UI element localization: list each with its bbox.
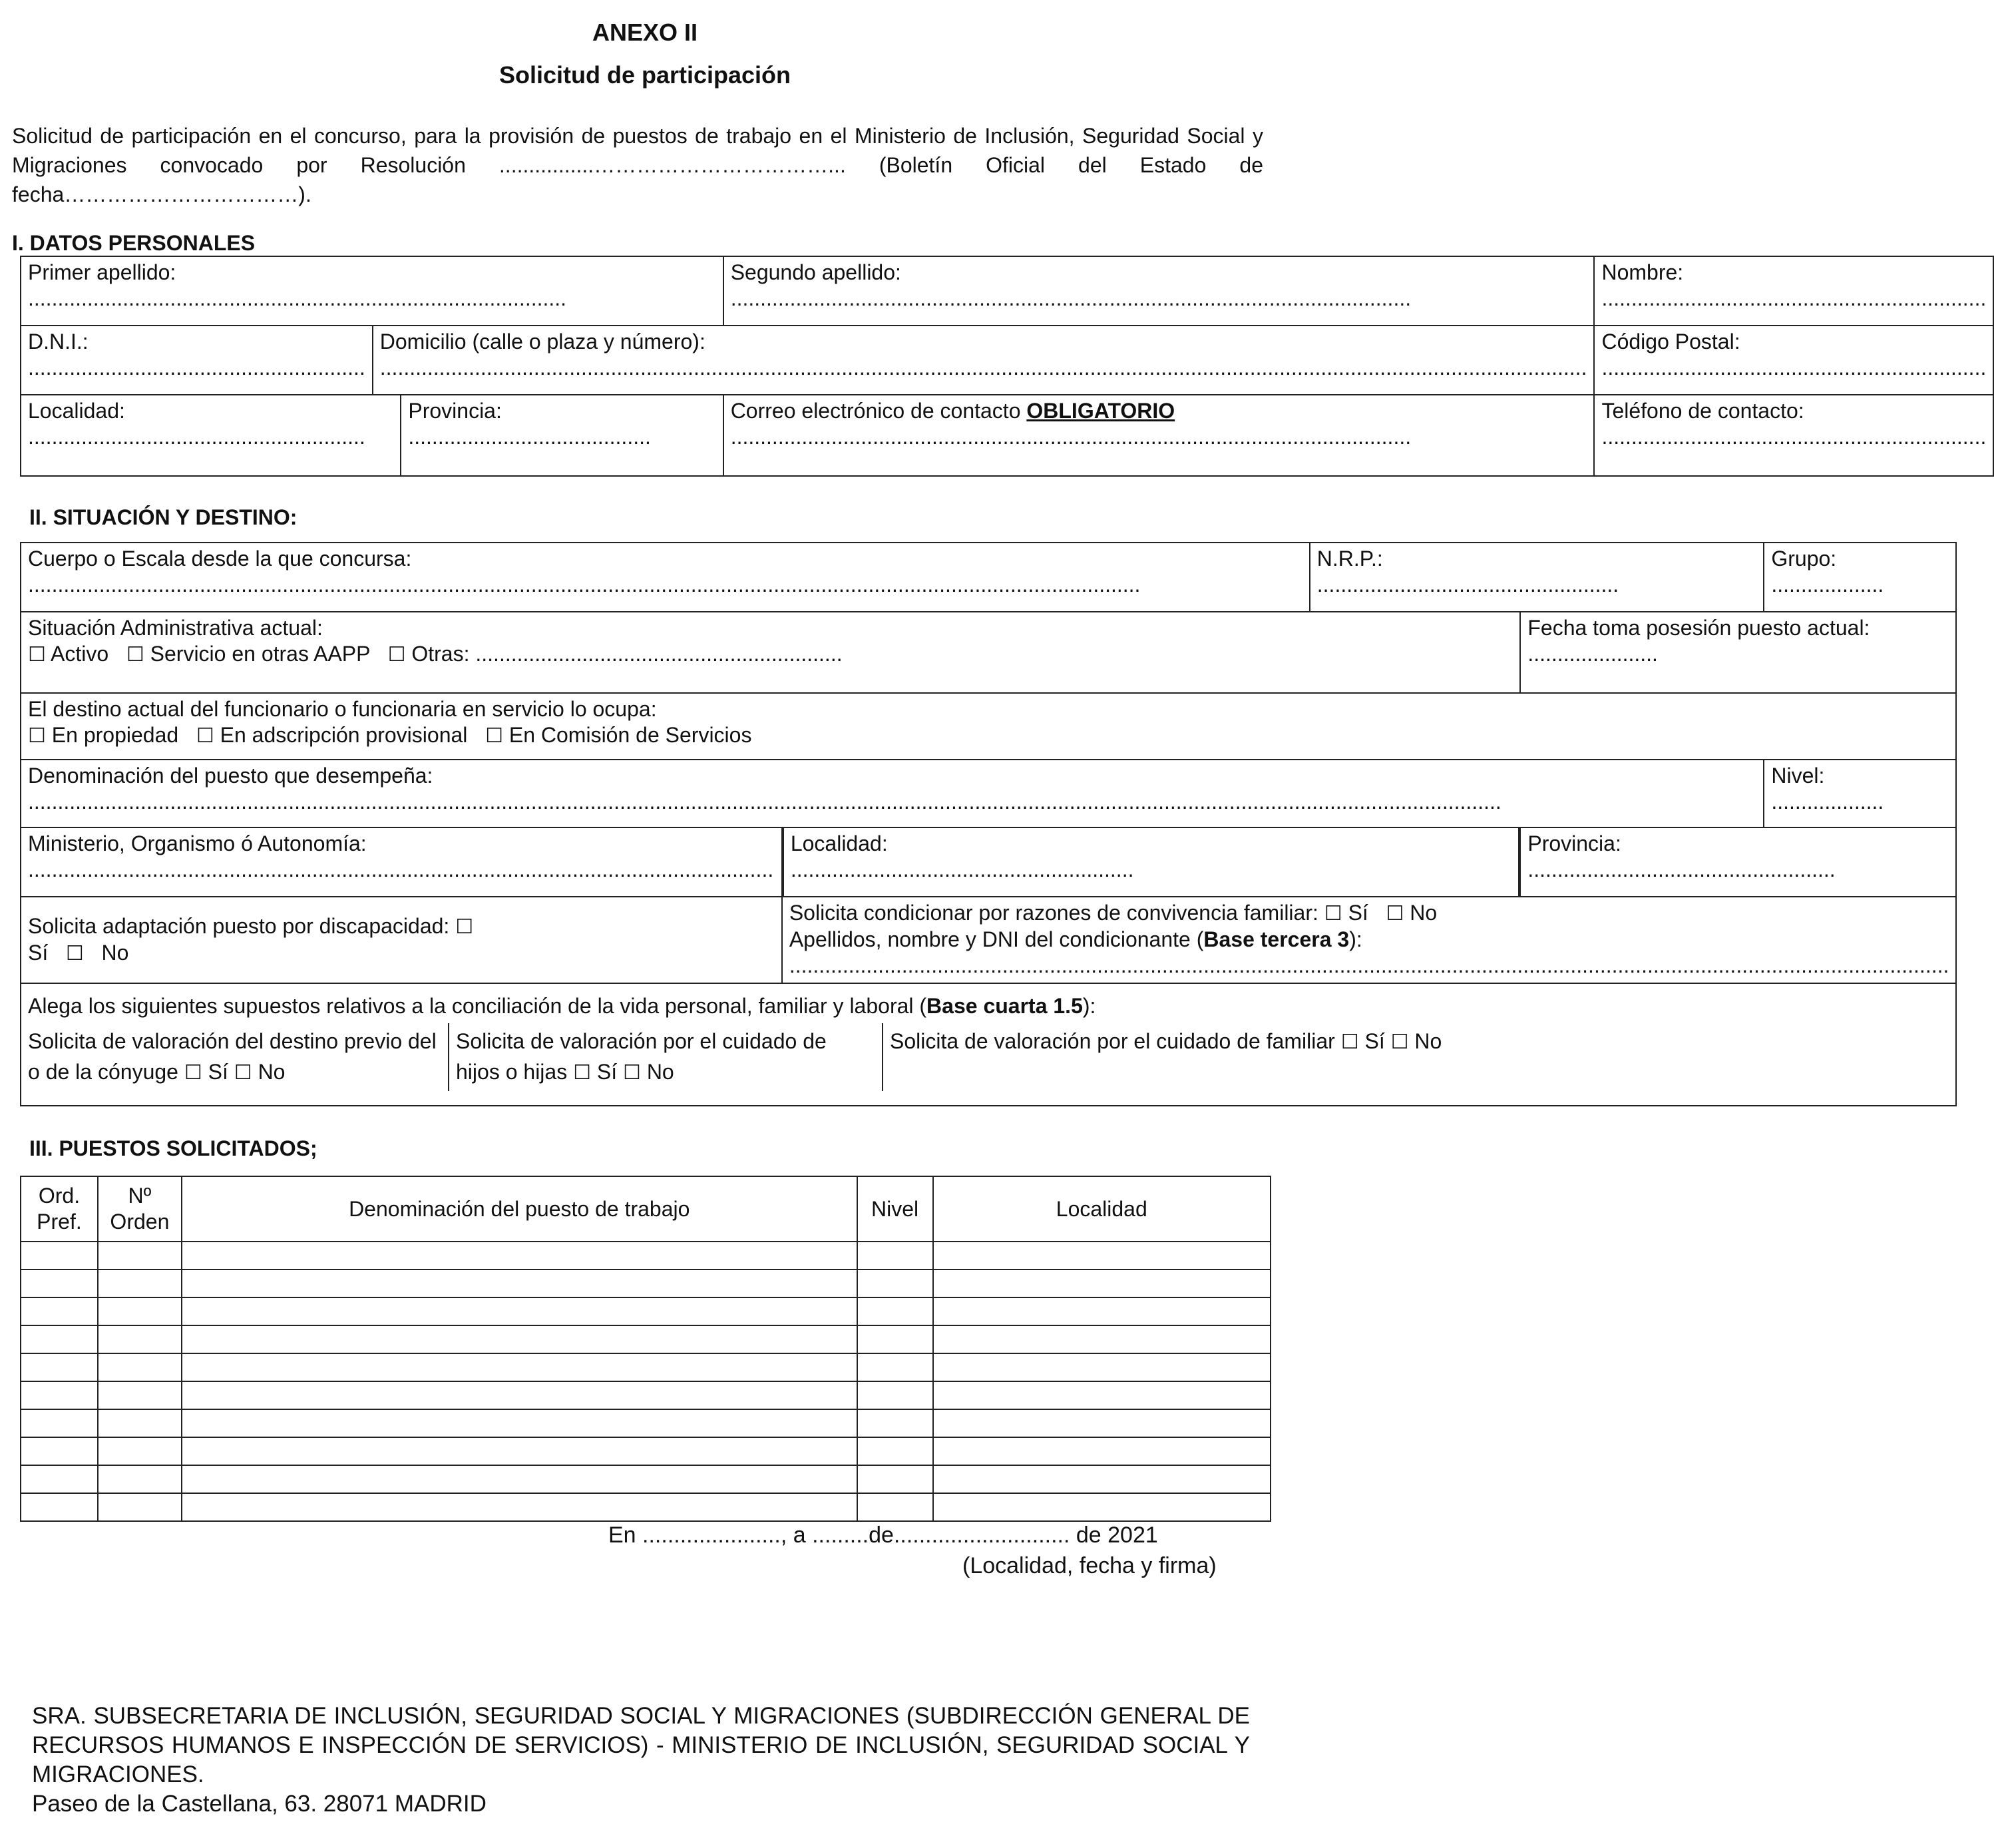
propiedad-checkbox[interactable]: ☐ — [28, 724, 46, 748]
valoracion-familiar-field — [883, 1023, 1955, 1091]
alega-label: Alega los siguientes supuestos relativos a la conciliación de la vida personal, familiar y laboral ( — [28, 994, 927, 1018]
cell[interactable] — [857, 1297, 933, 1325]
conyuge-si-checkbox[interactable]: ☐ — [184, 1061, 202, 1084]
hijos-no-label: No — [646, 1060, 674, 1084]
cell[interactable] — [98, 1242, 182, 1270]
cell[interactable] — [857, 1381, 933, 1409]
ministerio-field[interactable]: Ministerio, Organismo ó Autonomía: .............................................................................................................................. — [21, 827, 782, 897]
grupo-field[interactable]: Grupo: ................... — [1764, 543, 1956, 612]
dni-label: D.N.I.: — [28, 330, 89, 353]
firma-nota: (Localidad, fecha y firma) — [962, 1553, 1217, 1578]
cell[interactable] — [98, 1353, 182, 1381]
destinatario-texto: SRA. SUBSECRETARIA DE INCLUSIÓN, SEGURIDAD SOCIAL Y MIGRACIONES (SUBDIRECCIÓN GENERAL DE RECURSOS HUMANOS E INSPECCIÓN DE SERVICIOS) - MINISTERIO DE INCLUSIÓN, SEGURIDAD SOCIAL Y MIGRACIONES. — [32, 1703, 1250, 1787]
table-row — [21, 1381, 1271, 1409]
nivel-field[interactable]: Nivel: ................... — [1764, 760, 1956, 827]
destinatario-direccion: Paseo de la Castellana, 63. 28071 MADRID — [32, 1791, 487, 1817]
cell[interactable] — [933, 1270, 1271, 1297]
table-row — [21, 1409, 1271, 1437]
base-cuarta-label: Base cuarta 1.5 — [926, 994, 1083, 1018]
hijos-no-checkbox[interactable]: ☐ — [623, 1061, 641, 1084]
familiar-si-label: Sí — [1364, 1029, 1385, 1053]
nombre-field[interactable]: Nombre: ................................................................. — [1594, 256, 1993, 326]
nivel-label: Nivel: — [1771, 764, 1825, 788]
segundo-apellido-label: Segundo apellido: — [730, 260, 901, 284]
cell[interactable] — [933, 1242, 1271, 1270]
domicilio-field[interactable]: Domicilio (calle o plaza y número): ............................................................................................................................................................................................................ — [373, 326, 1595, 395]
cell[interactable] — [933, 1437, 1271, 1465]
cell[interactable] — [857, 1270, 933, 1297]
apellidos-condicionante-label: Apellidos, nombre y DNI del condicionante ( — [789, 927, 1204, 951]
adscripcion-checkbox[interactable]: ☐ — [196, 724, 214, 748]
cell[interactable] — [182, 1437, 857, 1465]
annex-title: ANEXO II — [592, 19, 698, 46]
cell[interactable] — [857, 1409, 933, 1437]
grupo-label: Grupo: — [1771, 547, 1837, 571]
servicio-otras-aapp-checkbox[interactable]: ☐ — [126, 643, 144, 666]
cell[interactable] — [98, 1437, 182, 1465]
alega-close: ): — [1082, 994, 1096, 1018]
condicionar-no-checkbox[interactable]: ☐ — [1386, 902, 1404, 925]
col-denominacion: Denominación del puesto de trabajo — [182, 1176, 857, 1242]
cuerpo-label: Cuerpo o Escala desde la que concursa: — [28, 547, 412, 571]
nrp-field[interactable]: N.R.P.: ................................................... — [1310, 543, 1764, 612]
primer-apellido-field[interactable]: Primer apellido: ........................................................................................... — [21, 256, 723, 326]
cell[interactable] — [182, 1270, 857, 1297]
section-datos-personales-heading: I. DATOS PERSONALES — [12, 231, 256, 255]
comision-label: En Comisión de Servicios — [508, 723, 752, 747]
correo-label: Correo electrónico de contacto — [730, 399, 1027, 423]
cell[interactable] — [182, 1381, 857, 1409]
cell[interactable] — [933, 1353, 1271, 1381]
correo-field[interactable]: Correo electrónico de contacto OBLIGATORIO ................................................................................................................... — [723, 395, 1595, 476]
adaptacion-label: Solicita adaptación puesto por discapacidad: — [28, 914, 450, 938]
cell[interactable] — [933, 1493, 1271, 1521]
cell[interactable] — [182, 1493, 857, 1521]
codigo-postal-label: Código Postal: — [1601, 330, 1740, 353]
cell[interactable] — [933, 1381, 1271, 1409]
cell[interactable] — [21, 1409, 98, 1437]
cell[interactable] — [98, 1493, 182, 1521]
cell[interactable] — [98, 1325, 182, 1353]
adaptacion-field — [21, 897, 782, 983]
servicio-label: Servicio en otras AAPP — [150, 642, 370, 666]
adaptacion-si-checkbox[interactable]: ☐ — [455, 915, 474, 939]
section-puestos-heading: III. PUESTOS SOLICITADOS; — [29, 1136, 317, 1160]
activo-checkbox[interactable]: ☐ — [28, 643, 46, 666]
cell[interactable] — [857, 1465, 933, 1493]
cell[interactable] — [857, 1325, 933, 1353]
condicionar-no-label: No — [1410, 901, 1438, 925]
nombre-label: Nombre: — [1601, 260, 1684, 284]
valoracion-conyuge-label: Solicita de valoración del destino previo del o de la cónyuge — [28, 1029, 437, 1084]
col-nivel: Nivel — [857, 1176, 933, 1242]
adscripcion-label: En adscripción provisional — [220, 723, 468, 747]
puestos-solicitados-table — [20, 1176, 1271, 1522]
familiar-no-label: No — [1414, 1029, 1442, 1053]
denominacion-field[interactable]: Denominación del puesto que desempeña: ......................................................................................................................................................................................................................................................... — [21, 760, 1764, 827]
condicionar-si-checkbox[interactable]: ☐ — [1324, 902, 1342, 925]
cell[interactable] — [21, 1381, 98, 1409]
table-row — [21, 1353, 1271, 1381]
cell[interactable] — [21, 1353, 98, 1381]
section-situacion-heading: II. SITUACIÓN Y DESTINO: — [29, 505, 298, 529]
cell[interactable] — [21, 1270, 98, 1297]
table-row — [21, 1493, 1271, 1521]
valoracion-hijos-label: Solicita de valoración por el cuidado de hijos o hijas — [456, 1029, 827, 1084]
cell[interactable] — [21, 1242, 98, 1270]
cell[interactable] — [933, 1297, 1271, 1325]
situacion-destino-table — [20, 542, 1957, 1106]
conyuge-si-label: Sí — [208, 1060, 228, 1084]
primer-apellido-label: Primer apellido: — [28, 260, 176, 284]
cell[interactable] — [933, 1409, 1271, 1437]
codigo-postal-field[interactable]: Código Postal: ................................................................. — [1594, 326, 1993, 395]
destino-actual-label: El destino actual del funcionario o funcionaria en servicio lo ocupa: — [28, 697, 657, 721]
table-row — [21, 1297, 1271, 1325]
nrp-label: N.R.P.: — [1316, 547, 1383, 571]
adaptacion-no-label: No — [101, 941, 129, 965]
col-num-orden: Nº Orden — [98, 1176, 182, 1242]
otras-label: Otras: — [411, 642, 470, 666]
activo-label: Activo — [51, 642, 109, 666]
cell[interactable] — [98, 1465, 182, 1493]
obligatorio-label: OBLIGATORIO — [1026, 399, 1175, 423]
hijos-si-label: Sí — [596, 1060, 618, 1084]
fecha-toma-field[interactable]: Fecha toma posesión puesto actual: ...................... — [1520, 612, 1956, 693]
provincia-label: Provincia: — [408, 399, 502, 423]
localidad-field[interactable]: Localidad: ......................................................... — [21, 395, 401, 476]
conciliacion-field — [21, 983, 1956, 1106]
otras-checkbox[interactable]: ☐ — [387, 643, 406, 666]
cell[interactable] — [98, 1270, 182, 1297]
dni-field[interactable]: D.N.I.: ......................................................... — [21, 326, 373, 395]
cell[interactable] — [857, 1242, 933, 1270]
firma-linea[interactable]: En ......................, a .........de............................ de 2021 — [608, 1522, 1158, 1548]
adaptacion-si-label: Sí — [28, 941, 49, 965]
apellidos-condicionante-close: ): — [1349, 927, 1362, 951]
base-tercera-label: Base tercera 3 — [1203, 927, 1350, 951]
telefono-field[interactable]: Teléfono de contacto: ................................................................. — [1594, 395, 1993, 476]
table-row — [21, 1242, 1271, 1270]
table-row — [21, 1270, 1271, 1297]
ministerio-localidad-field[interactable]: Localidad: .......................................................... — [783, 828, 1519, 896]
cell[interactable] — [182, 1409, 857, 1437]
conyuge-no-label: No — [258, 1060, 286, 1084]
condicionar-si-label: Sí — [1348, 901, 1368, 925]
cell[interactable] — [857, 1493, 933, 1521]
destino-actual-field — [21, 693, 1956, 760]
telefono-label: Teléfono de contacto: — [1601, 399, 1804, 423]
table-row — [21, 1437, 1271, 1465]
intro-paragraph: Solicitud de participación en el concurso, para la provisión de puestos de trabajo en el Ministerio de Inclusión, Seguridad Social y Migraciones convocado por Resolución ................……………………………... (Boletín Oficial del Estado de fecha……………………………). — [12, 124, 1263, 206]
ministerio-provincia-label: Provincia: — [1527, 831, 1621, 855]
form-subtitle: Solicitud de participación — [498, 61, 791, 89]
segundo-apellido-field[interactable]: Segundo apellido: ................................................................................................................... — [723, 256, 1595, 326]
col-ord-pref: Ord. Pref. — [21, 1176, 98, 1242]
cell[interactable] — [21, 1493, 98, 1521]
hijos-si-checkbox[interactable]: ☐ — [573, 1061, 591, 1084]
propiedad-label: En propiedad — [51, 723, 179, 747]
cell[interactable] — [933, 1465, 1271, 1493]
table-row — [21, 1325, 1271, 1353]
cell[interactable] — [182, 1242, 857, 1270]
cell[interactable] — [21, 1297, 98, 1325]
familiar-no-checkbox[interactable]: ☐ — [1390, 1031, 1409, 1054]
cell[interactable] — [857, 1353, 933, 1381]
cell[interactable] — [21, 1325, 98, 1353]
ministerio-provincia-field[interactable]: Provincia: .................................................... — [1520, 827, 1956, 897]
cell[interactable] — [98, 1409, 182, 1437]
fecha-toma-label: Fecha toma posesión puesto actual: — [1527, 616, 1870, 640]
datos-personales-table — [20, 256, 1994, 477]
table-row — [21, 1465, 1271, 1493]
cell[interactable] — [182, 1465, 857, 1493]
situacion-field: Situación Administrativa actual: ☐ Activo ☐ Servicio en otras AAPP ☐ Otras: .............................................................. — [21, 612, 1520, 693]
condicionar-label: Solicita condicionar por razones de convivencia familiar: — [789, 901, 1318, 925]
conyuge-no-checkbox[interactable]: ☐ — [234, 1061, 252, 1084]
situacion-label: Situación Administrativa actual: — [28, 616, 323, 640]
adaptacion-no-checkbox[interactable]: ☐ — [65, 942, 84, 965]
ministerio-label: Ministerio, Organismo ó Autonomía: — [28, 831, 367, 855]
cell[interactable] — [857, 1437, 933, 1465]
domicilio-label: Domicilio (calle o plaza y número): — [379, 330, 705, 353]
ministerio-localidad-label: Localidad: — [790, 831, 888, 855]
cell[interactable] — [98, 1381, 182, 1409]
valoracion-hijos-field — [449, 1023, 883, 1091]
valoracion-conyuge-field — [21, 1023, 449, 1091]
condicionar-field — [782, 897, 1957, 983]
valoracion-familiar-label: Solicita de valoración por el cuidado de familiar — [890, 1029, 1335, 1053]
cuerpo-field[interactable]: Cuerpo o Escala desde la que concursa: ............................................................................................................................................................................................ — [21, 543, 1310, 612]
cell[interactable] — [933, 1325, 1271, 1353]
familiar-si-checkbox[interactable]: ☐ — [1340, 1031, 1359, 1054]
cell[interactable] — [21, 1437, 98, 1465]
cell[interactable] — [182, 1353, 857, 1381]
localidad-label: Localidad: — [28, 399, 125, 423]
comision-checkbox[interactable]: ☐ — [485, 724, 503, 748]
cell[interactable] — [182, 1325, 857, 1353]
provincia-field[interactable]: Provincia: ......................................... — [401, 395, 723, 476]
col-localidad: Localidad — [933, 1176, 1271, 1242]
condicionante-input-line[interactable]: .................................................................................................................................................................................................... — [789, 953, 1949, 977]
cell[interactable] — [98, 1297, 182, 1325]
denominacion-label: Denominación del puesto que desempeña: — [28, 764, 433, 788]
cell[interactable] — [182, 1297, 857, 1325]
cell[interactable] — [21, 1465, 98, 1493]
